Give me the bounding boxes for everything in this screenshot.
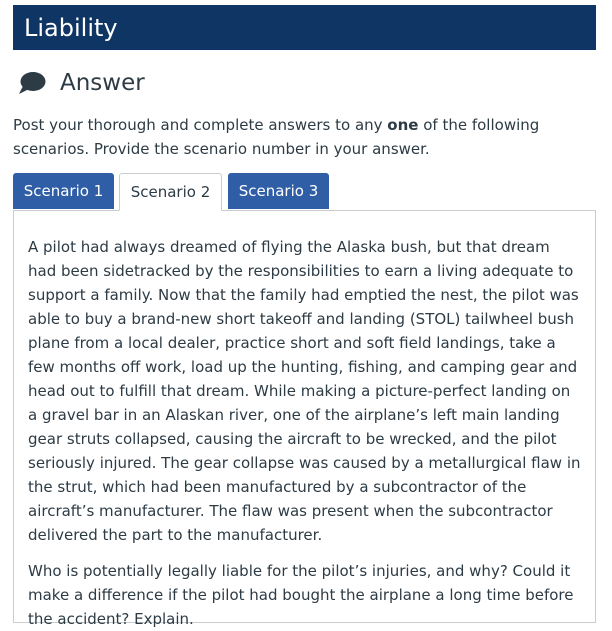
- tab-scenario-3[interactable]: Scenario 3: [228, 173, 329, 209]
- instructions-text-end: of the following scenarios. Provide the scenario number in your answer.: [13, 116, 540, 158]
- tab-scenario-2[interactable]: Scenario 2: [119, 173, 222, 211]
- scenario-description: A pilot had always dreamed of flying the Alaska bush, but that dream had been sidetracked by the responsibilities to earn a living adequate to support a family. Now that the family had emptied the nest, the pilot was able to buy a brand-new short takeoff and landing (STOL) tailwheel bush plane from a local dealer, practice short and soft field landings, take a few months off work, load up the hunting, fishing, and camping gear and head out to fulfill that dream. While making a picture-perfect landing on a gravel bar in an Alaskan river, one of the airplane’s left main landing gear struts collapsed, causing the aircraft to be wrecked, and the pilot seriously injured. The gear collapse was caused by a metallurgical flaw in the strut, which had been manufactured by a subcontractor of the aircraft’s manufacturer. The flaw was present when the subcontractor delivered the part to the manufacturer.: [28, 238, 581, 544]
- chat-bubble-icon: [18, 71, 46, 95]
- tab-scenario-1[interactable]: Scenario 1: [13, 173, 114, 209]
- scenario-question: Who is potentially legally liable for the pilot’s injuries, and why? Could it make a difference if the pilot had bought the airplane a long time before the accident? Explain.: [28, 562, 574, 628]
- page-header: [13, 5, 596, 50]
- page-title: Liability: [24, 13, 118, 42]
- scenario-panel: [13, 210, 596, 628]
- answer-title: Answer: [60, 70, 145, 96]
- instructions-emphasis: one: [387, 116, 419, 134]
- instructions: [13, 113, 573, 161]
- instructions-text-start: Post your thorough and complete answers to any: [13, 116, 388, 134]
- answer-heading: [18, 66, 145, 100]
- scenario-tabs: [13, 173, 596, 211]
